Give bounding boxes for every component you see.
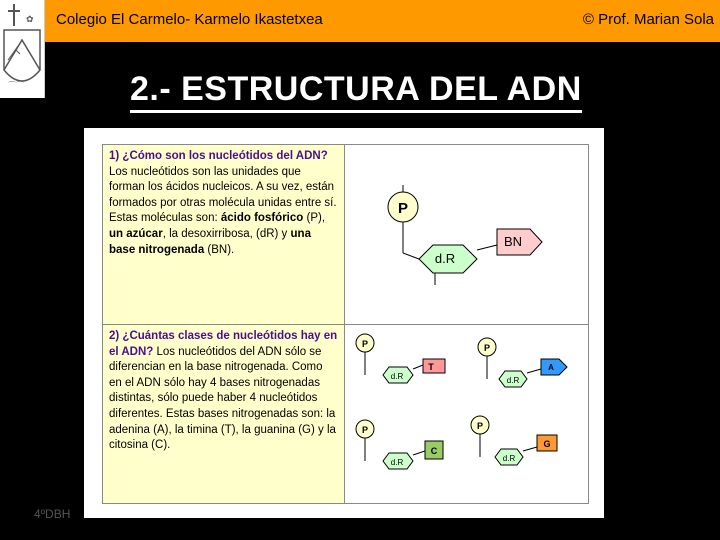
svg-text:⌒⌒: ⌒⌒ [8, 81, 24, 90]
nucleotide-types-diagram-cell [345, 325, 588, 503]
cell1-text-2: (P), [303, 212, 326, 225]
phosphate-c-label: P [361, 425, 369, 435]
content-table [102, 144, 589, 504]
cell1-text-1: Los nucleótidos son las unidades que forman los ácidos nucleicos. A su vez, están formados por otras molécula unidas entre sí. Estas moléculas son: [109, 165, 337, 225]
sugar-a-label: d.R [506, 376, 520, 385]
base-t-label: T [428, 362, 434, 372]
base-g-label: G [543, 439, 551, 449]
sugar-base-bond [477, 245, 497, 250]
sugar-label: d.R [434, 251, 456, 266]
nucleotide-c [356, 420, 443, 469]
base-a-label: A [548, 363, 554, 372]
phosphoric-acid-term: ácido fosfórico [220, 212, 304, 225]
course-footer: 4ºDBH [34, 507, 71, 521]
carmel-shield-cross-icon [0, 0, 45, 98]
base-term: una base nitrogenada [109, 227, 311, 256]
phosphate-label: P [397, 200, 409, 217]
cell1-text-3: , la desoxirribosa, (dR) y [162, 227, 291, 240]
cell2-text: Los nucleótidos del ADN sólo se diferencian en la base nitrogenada. Como en el ADN sólo hay 4 bases nitrogenadas distintas, sólo puede haber 4 nucleótidos diferentes. Estas bases nitrogenadas son: la adenina (A), la timina (T), la guanina (G) y la citosina (C). [109, 345, 336, 452]
nucleotide-a [478, 338, 567, 387]
phosphate-g-label: P [476, 421, 484, 431]
question-2: 2) ¿Cuántas clases de nucleótidos hay en el ADN? [109, 330, 338, 358]
nucleotide-t [356, 334, 445, 383]
phosphate-a-label: P [483, 343, 491, 353]
sugar-term: un azúcar [109, 227, 163, 240]
stem-joint [403, 253, 419, 259]
question-1: 1) ¿Cómo son los nucleótidos del ADN? [109, 150, 328, 162]
header-bar [0, 0, 720, 42]
author-credit: © Prof. Marian Sola [582, 11, 714, 28]
phosphate-t-label: P [361, 339, 369, 349]
nucleotide-diagram-cell [345, 145, 588, 325]
svg-text:✿: ✿ [26, 14, 34, 24]
nucleotide-description-cell [103, 145, 345, 325]
page-title: 2.- ESTRUCTURA DEL ADN [130, 70, 582, 113]
base-c-label: C [430, 446, 438, 456]
cell1-text-4: (BN). [204, 243, 235, 256]
nucleotide-g [471, 416, 557, 465]
base-label: BN [503, 234, 523, 249]
sugar-t-label: d.R [390, 372, 404, 381]
nucleotide-types-cell [103, 325, 345, 503]
sugar-g-label: d.R [502, 454, 516, 463]
sugar-c-label: d.R [390, 458, 404, 467]
school-name: Colegio El Carmelo- Karmelo Ikastetxea [56, 11, 323, 28]
